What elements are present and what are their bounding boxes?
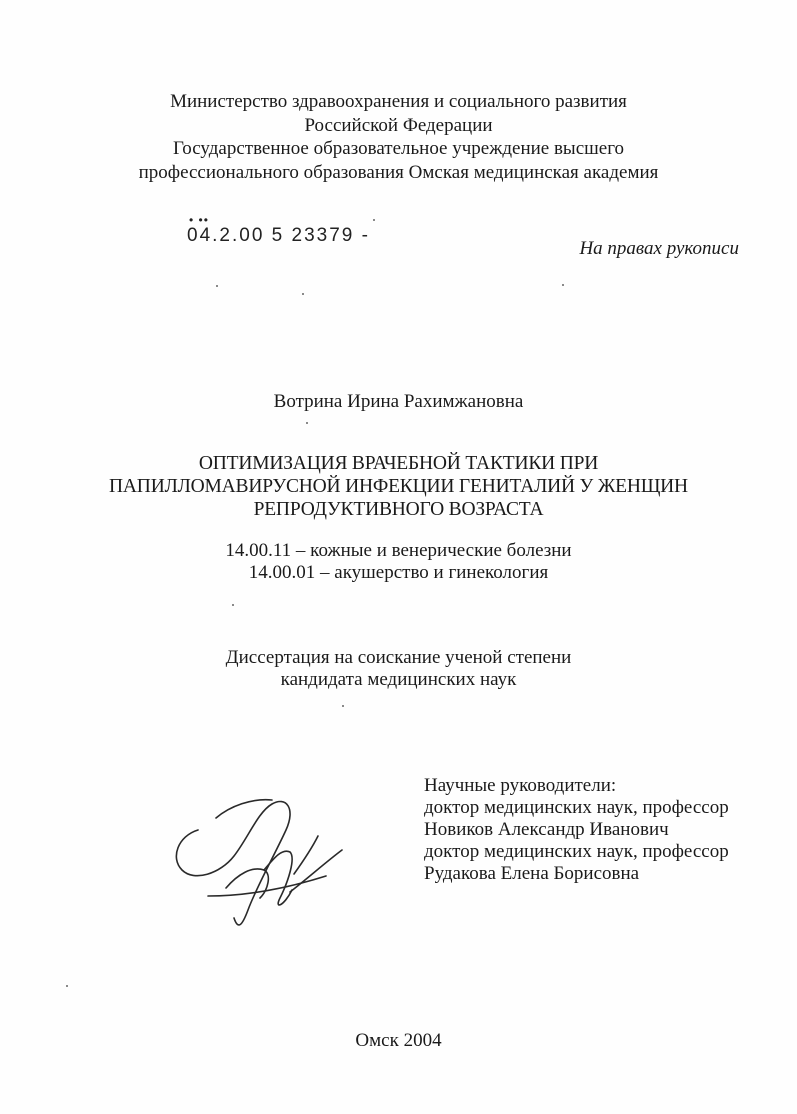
title-line: РЕПРОДУКТИВНОГО ВОЗРАСТА: [253, 499, 544, 520]
city-year: Омск 2004: [355, 1030, 442, 1051]
header-line: Российской Федерации: [304, 114, 493, 136]
supervisors-heading: Научные руководители:: [424, 775, 617, 796]
degree-line: кандидата медицинских наук: [280, 669, 517, 690]
scan-speck: [302, 293, 304, 295]
specialty-line: 14.00.11 – кожные и венерические болезни: [225, 540, 572, 561]
supervisor-line: Новиков Александр Иванович: [424, 819, 669, 840]
scan-speck: [562, 284, 564, 286]
scan-speck: [373, 219, 375, 221]
header-line: профессионального образования Омская медицинская академия: [138, 161, 659, 183]
author-name: Вотрина Ирина Рахимжановна: [273, 391, 524, 412]
scan-speck: [232, 604, 234, 606]
scan-speck: [342, 705, 344, 707]
supervisor-line: доктор медицинских наук, профессор: [424, 841, 729, 862]
header-line: Государственное образовательное учреждение высшего: [172, 138, 625, 159]
title-line: ПАПИЛЛОМАВИРУСНОЙ ИНФЕКЦИИ ГЕНИТАЛИЙ У ЖЕНЩИН: [109, 476, 688, 497]
header-line: Министерство здравоохранения и социального развития: [170, 91, 627, 112]
registration-number: 04.2.00 5 23379 -: [187, 225, 370, 246]
degree-statement: [0, 647, 797, 691]
specialty-codes: [0, 540, 797, 584]
dissertation-title: [0, 452, 797, 521]
handwritten-signature: [168, 778, 368, 938]
scan-speck: [306, 422, 308, 424]
registration-number-stamp: [187, 213, 370, 247]
specialty-line: 14.00.01 – акушерство и гинекология: [248, 562, 549, 583]
supervisor-line: Рудакова Елена Борисовна: [424, 863, 640, 884]
supervisors: [424, 775, 729, 885]
scan-speck: [66, 985, 68, 987]
degree-line: Диссертация на соискание ученой степени: [225, 647, 572, 668]
scan-speck: [216, 285, 218, 287]
supervisor-line: доктор медицинских наук, профессор: [424, 797, 729, 818]
title-line: ОПТИМИЗАЦИЯ ВРАЧЕБНОЙ ТАКТИКИ ПРИ: [198, 453, 599, 474]
institution-header: [0, 90, 797, 184]
rights-note: На правах рукописи: [579, 238, 739, 259]
stamp-dots: • ••: [189, 213, 209, 227]
